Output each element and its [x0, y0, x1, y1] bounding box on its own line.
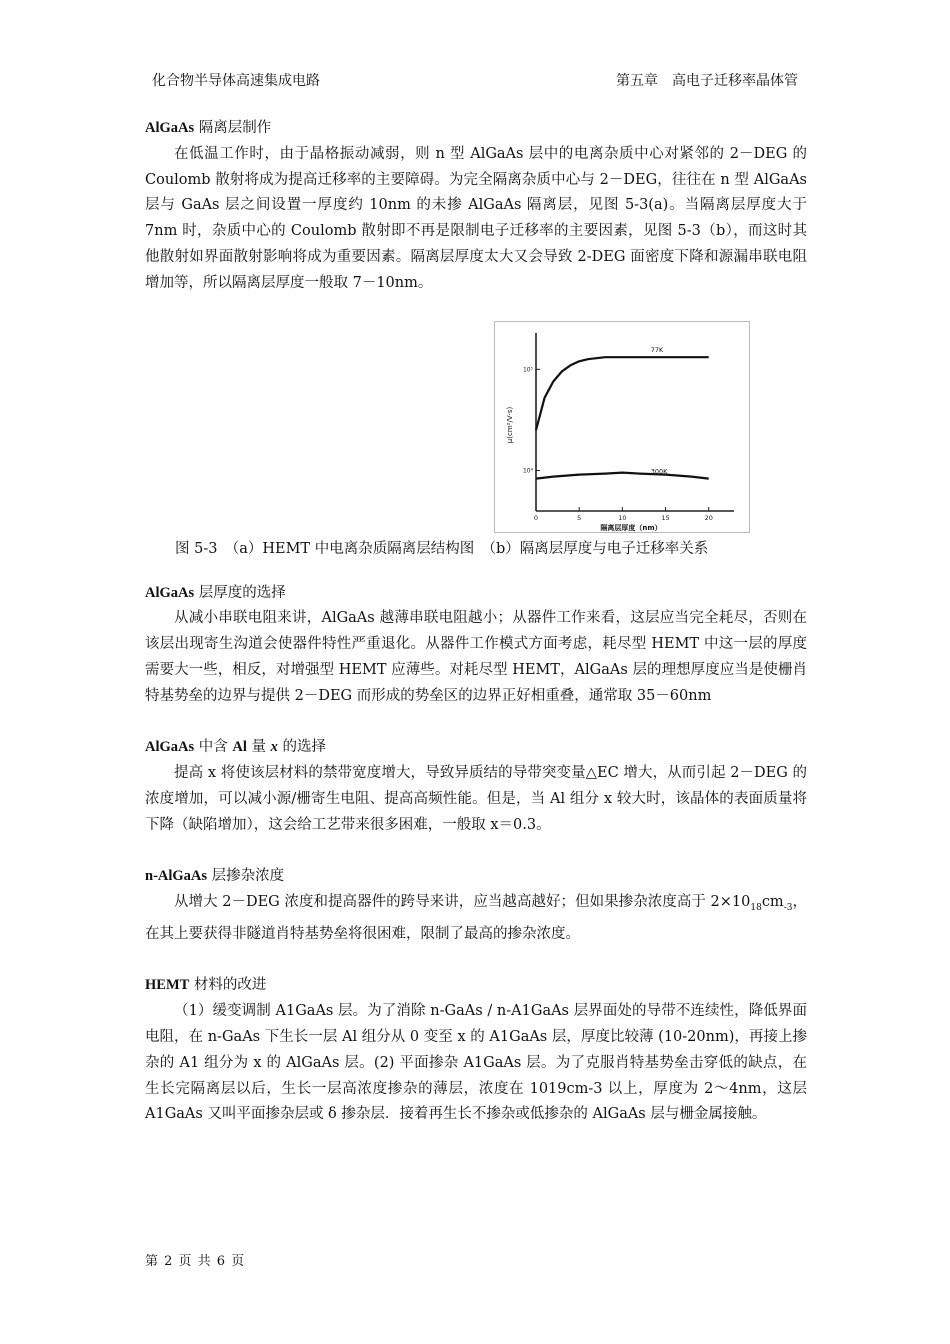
y-tick-label: 10⁵ [522, 365, 533, 373]
paragraph: （1）缓变调制 A1GaAs 层。为了消除 n-GaAs / n-A1GaAs 层界面处的导带不连续性，降低界面电阻，在 n-GaAs 下生长一层 Al 组分从 0 变至 x 的 A1GaAs 层，厚度比较薄 (10-20nm)，再接上掺杂的 A1 组分为 x 的 AlGaAs 层。(2) 平面掺杂 A1GaAs 层。为了克服肖特基势垒击穿低的缺点，在生长完隔离层以后，生长一层高浓度掺杂的薄层，浓度在 1019cm-3 以上，厚度为 2～4nm，这层 A1GaAs 又叫平面掺杂层或 δ 掺杂层．接着再生长不掺杂或低掺杂的 AlGaAs 层与栅金属接触。 [145, 1003, 807, 1123]
page-footer: 第 2 页 共 6 页 [145, 1254, 246, 1269]
section-title-doping: n-AlGaAs 层掺杂浓度 [145, 868, 285, 885]
page-body [145, 116, 807, 1128]
paragraph: 提高 x 将使该层材料的禁带宽度增大，导致异质结的导带突变量△EC 增大，从而引起 2－DEG 的浓度增加，可以减小源/栅寄生电阻、提高高频性能。但是，当 Al 组分 x 较大时，该晶体的表面质量将下降（缺陷增加），这会给工艺带来很多困难，一般取 x＝0.3。 [145, 765, 807, 833]
section-title-hemt-improvement: HEMT 材料的改进 [145, 977, 267, 994]
series-label: 300K [650, 467, 668, 476]
section-title-spacer-layer: AlGaAs 隔离层制作 [145, 120, 272, 136]
series-line [536, 472, 709, 478]
figure-5-3 [145, 297, 807, 581]
y-tick-label: 10⁴ [522, 467, 533, 475]
x-tick-label: 20 [704, 513, 713, 522]
paragraph: 从增大 2－DEG 浓度和提高器件的跨导来讲，应当越高越好；但如果掺杂浓度高于 $2\times 10_{18}cm_{-3}$，在其上要获得非隧道肖特基势垒将很困难，限制了最高的掺杂浓度。 [145, 894, 808, 942]
x-tick-label: 10 [618, 513, 627, 522]
series-label: 77K [650, 345, 664, 354]
x-tick-label: 5 [577, 513, 582, 522]
x-tick-label: 0 [533, 513, 539, 522]
section-title-algaas-thickness: AlGaAs 层厚度的选择 [145, 584, 286, 601]
mobility-chart [494, 321, 750, 533]
paragraph: 从减小串联电阻来讲，AlGaAs 越薄串联电阻越小；从器件工作来看，这层应当完全耗尽，否则在该层出现寄生沟道会使器件特性严重退化。从器件工作模式方面考虑，耗尽型 HEMT 中这一层的厚度需要大一些，相反，对增强型 HEMT 应薄些。对耗尽型 HEMT，AlGaAs 层的理想厚度应当是使栅肖特基势垒的边界与提供 2－DEG 而形成的势垒区的边界正好相重叠，通常取 35－60nm [145, 610, 807, 704]
running-header-left: 化合物半导体高速集成电路 [152, 73, 320, 89]
figure-caption: 图 5-3 （a）HEMT 中电离杂质隔离层结构图 （b）隔离层厚度与电子迁移率关系 [175, 540, 709, 557]
section-title-al-content: AlGaAs 中含 Al 量 x 的选择 [145, 739, 326, 756]
running-header-right: 第五章 高电子迁移率晶体管 [616, 73, 798, 89]
paragraph: 在低温工作时，由于晶格振动减弱，则 n 型 AlGaAs 层中的电离杂质中心对紧邻的 2－DEG 的 Coulomb 散射将成为提高迁移率的主要障碍。为完全隔离杂质中心与 2－DEG，往往在 n 型 AlGaAs 层与 GaAs 层之间设置一厚度约 10nm 的未掺 AlGaAs 隔离层，见图 5-3(a)。当隔离层厚度大于 7nm 时，杂质中心的 Coulomb 散射即不再是限制电子迁移率的主要因素，见图 5-3（b），而这时其他散射如界面散射影响将成为重要因素。隔离层厚度太大又会导致 2-DEG 面密度下降和源漏串联电阻增加等，所以隔离层厚度一般取 7－10nm。 [145, 145, 807, 291]
y-axis-label: μ(cm²/V·s) [506, 406, 514, 443]
series-line [536, 357, 709, 430]
x-tick-label: 15 [661, 513, 670, 522]
x-axis-label: 隔离层厚度（nm） [600, 523, 662, 532]
